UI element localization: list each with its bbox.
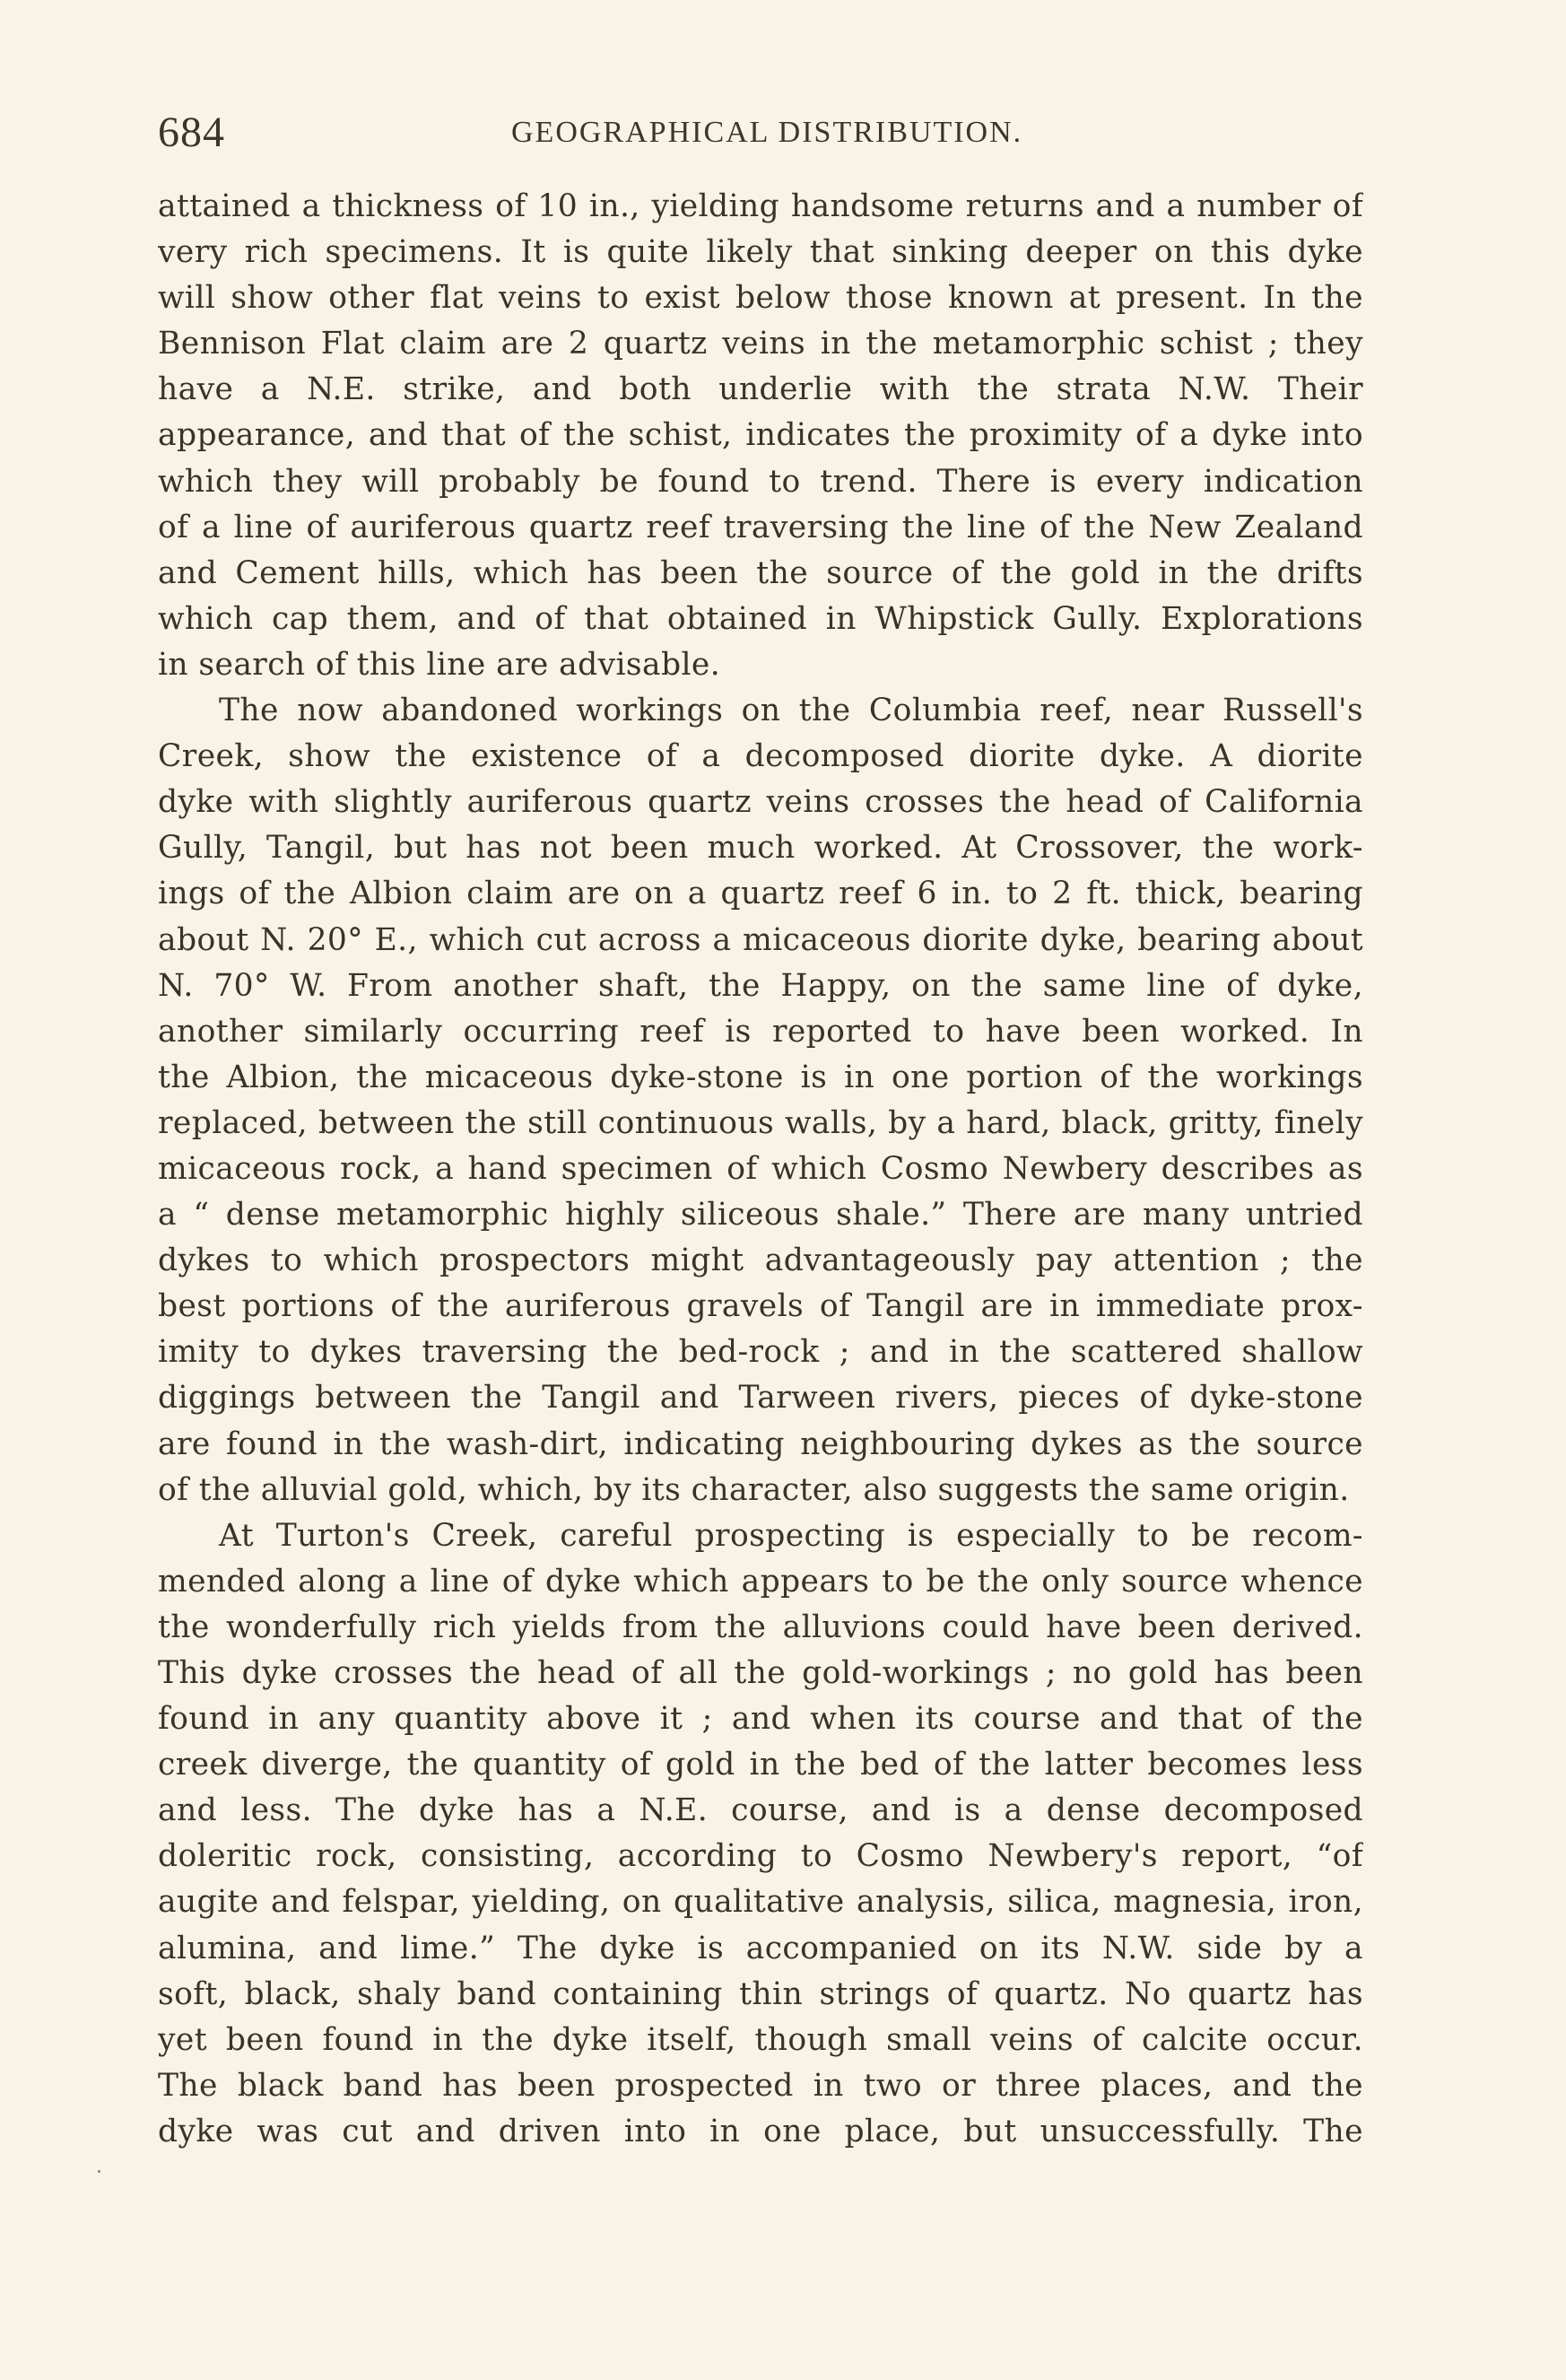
page-number: 684 — [158, 109, 225, 156]
text-line: creek diverge, the quantity of gold in the bed of the latter becomes less — [158, 1747, 1363, 1783]
text-line: in search of this line are advisable. — [158, 646, 721, 683]
text-line: The now abandoned workings on the Columbia reef, near Russell's — [219, 693, 1363, 729]
text-line: are found in the wash-dirt, indicating neighbouring dykes as the source — [158, 1425, 1363, 1462]
text-line: have a N.E. strike, and both underlie with the strata N.W. Their — [158, 371, 1363, 408]
text-line: augite and felspar, yielding, on qualitative analysis, silica, magnesia, iron, — [158, 1884, 1363, 1921]
paper-speck — [98, 2170, 100, 2173]
text-line: This dyke crosses the head of all the gold-workings ; no gold has been — [158, 1655, 1363, 1691]
text-line: attained a thickness of 10 in., yielding handsome returns and a number of — [158, 188, 1363, 224]
text-line: will show other flat veins to exist below those known at present. In the — [158, 280, 1363, 317]
text-line: doleritic rock, consisting, according to Cosmo Newbery's report, “of — [158, 1838, 1363, 1875]
text-line: micaceous rock, a hand specimen of which Cosmo Newbery describes as — [158, 1150, 1363, 1187]
text-line: which they will probably be found to trend. There is every indication — [158, 463, 1363, 500]
text-line: dyke with slightly auriferous quartz veins crosses the head of California — [158, 784, 1363, 821]
text-line: yet been found in the dyke itself, though small veins of calcite occur. — [158, 2021, 1363, 2058]
text-line: Gully, Tangil, but has not been much worked. At Crossover, the work- — [158, 830, 1363, 867]
text-line: The black band has been prospected in two or three places, and the — [158, 2067, 1363, 2104]
text-line: soft, black, shaly band containing thin strings of quartz. No quartz has — [158, 1975, 1363, 2012]
running-header — [158, 106, 1363, 160]
text-line: the Albion, the micaceous dyke-stone is in one portion of the workings — [158, 1059, 1363, 1095]
text-line: about N. 20° E., which cut across a micaceous diorite dyke, bearing about — [158, 921, 1363, 958]
text-line: mended along a line of dyke which appears to be the only source whence — [158, 1563, 1363, 1600]
text-line: Creek, show the existence of a decomposed diorite dyke. A diorite — [158, 738, 1363, 775]
text-line: another similarly occurring reef is reported to have been worked. In — [158, 1013, 1363, 1050]
text-line: of the alluvial gold, which, by its character, also suggests the same origin. — [158, 1471, 1350, 1508]
text-line: dyke was cut and driven into in one place, but unsuccessfully. The — [158, 2113, 1363, 2149]
text-line: At Turton's Creek, careful prospecting is especially to be recom- — [219, 1517, 1363, 1554]
text-line: ings of the Albion claim are on a quartz reef 6 in. to 2 ft. thick, bearing — [158, 876, 1363, 912]
text-line: the wonderfully rich yields from the alluvions could have been derived. — [158, 1608, 1363, 1645]
text-line: best portions of the auriferous gravels of Tangil are in immediate prox- — [158, 1288, 1363, 1325]
text-line: appearance, and that of the schist, indicates the proximity of a dyke into — [158, 417, 1363, 454]
text-line: alumina, and lime.” The dyke is accompanied on its N.W. side by a — [158, 1930, 1363, 1966]
text-line: of a line of auriferous quartz reef traversing the line of the New Zealand — [158, 509, 1363, 545]
text-line: very rich specimens. It is quite likely that sinking deeper on this dyke — [158, 234, 1363, 271]
running-title: GEOGRAPHICAL DISTRIBUTION. — [511, 116, 1023, 149]
text-line: diggings between the Tangil and Tarween rivers, pieces of dyke-stone — [158, 1380, 1363, 1417]
body-text — [158, 184, 1363, 2155]
text-line: a “ dense metamorphic highly siliceous shale.” There are many untried — [158, 1197, 1363, 1234]
text-line: N. 70° W. From another shaft, the Happy, on the same line of dyke, — [158, 967, 1363, 1004]
text-line: which cap them, and of that obtained in Whipstick Gully. Explorations — [158, 600, 1363, 637]
text-line: Bennison Flat claim are 2 quartz veins in the metamorphic schist ; they — [158, 326, 1363, 362]
text-line: and Cement hills, which has been the source of the gold in the drifts — [158, 554, 1363, 591]
text-line: replaced, between the still continuous walls, by a hard, black, gritty, finely — [158, 1104, 1363, 1141]
text-line: found in any quantity above it ; and when its course and that of the — [158, 1701, 1363, 1738]
text-line: and less. The dyke has a N.E. course, and is a dense decomposed — [158, 1792, 1363, 1829]
text-line: dykes to which prospectors might advantageously pay attention ; the — [158, 1242, 1363, 1279]
text-line: imity to dykes traversing the bed-rock ; and in the scattered shallow — [158, 1334, 1363, 1371]
